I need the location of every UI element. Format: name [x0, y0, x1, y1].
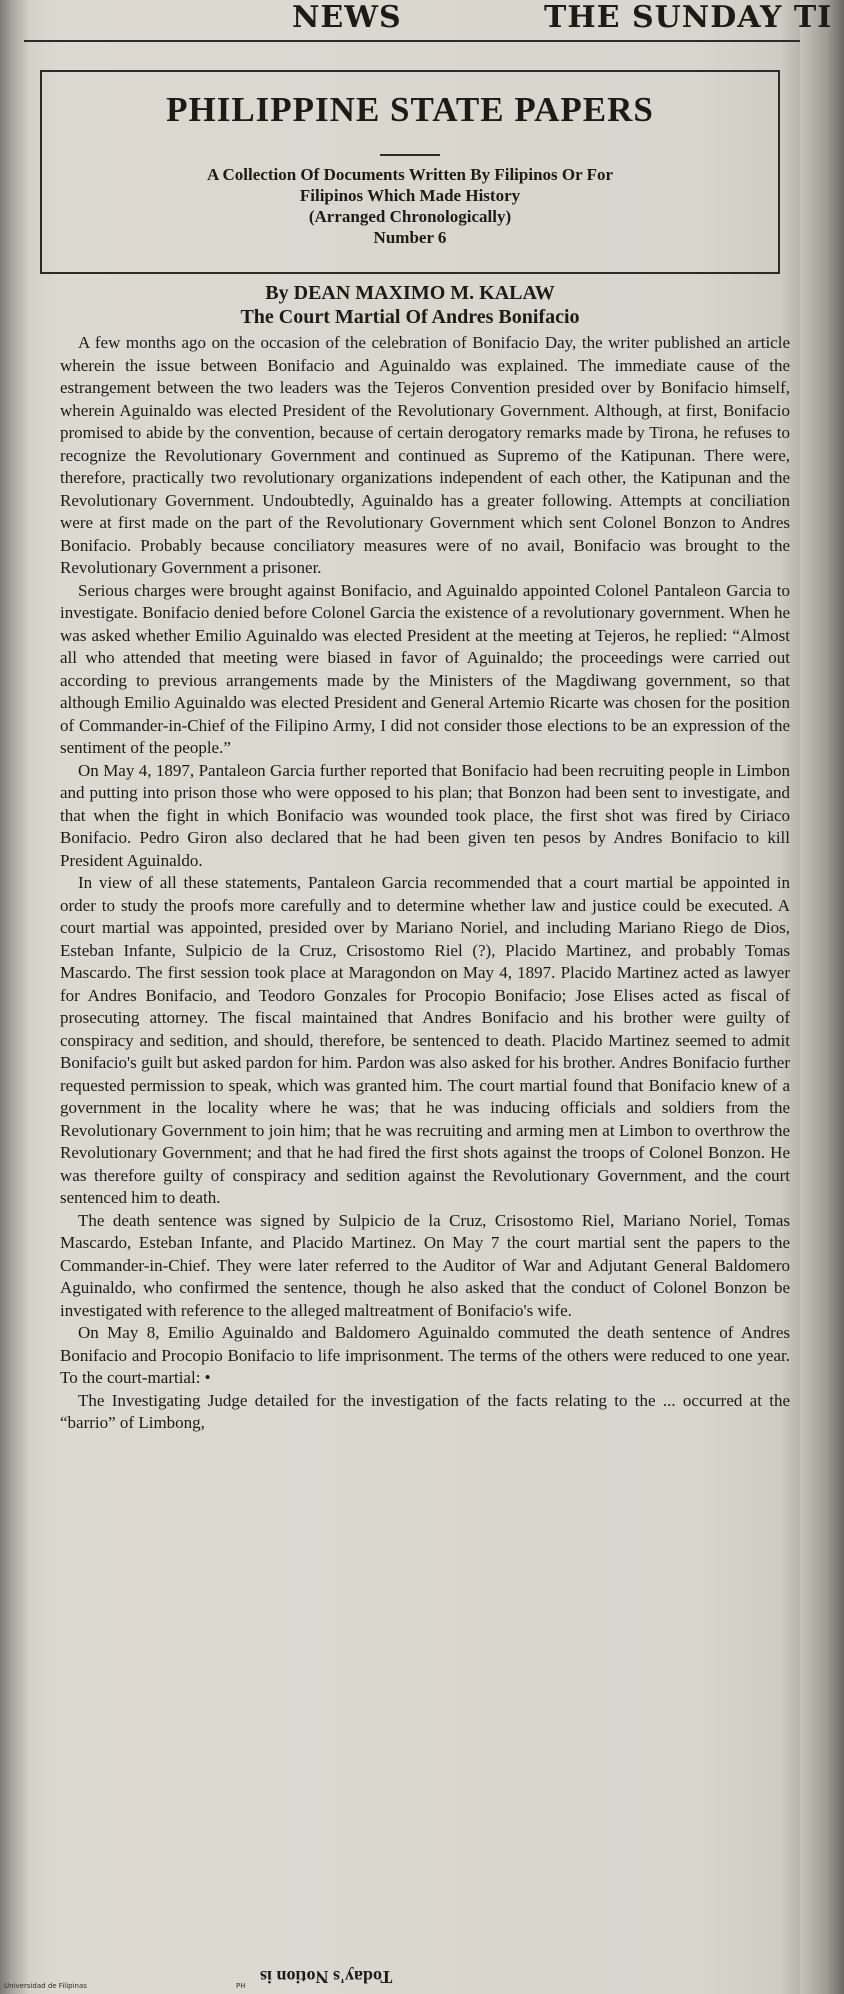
masthead — [24, 0, 833, 42]
title-divider — [380, 154, 440, 156]
author-byline: By DEAN MAXIMO M. KALAW — [265, 282, 555, 304]
subtitle-line-2: Filipinos Which Made History — [299, 186, 521, 205]
subtitle-line-3: (Arranged Chronologically) — [308, 207, 512, 226]
adjacent-column-strip — [800, 0, 844, 1994]
paragraph: In view of all these statements, Pantaleon Garcia recommended that a court martial be appointed in order to study the proofs more carefully and to determine whether law and justice could be executed. A court martial was appointed, presided over by Mariano Noriel, and including Mariano Riego de Dios, Esteban Infante, Sulpicio de la Cruz, Crisostomo Riel (?), Placido Martinez, and probably Tomas Mascardo. The first session took place at Maragondon on May 4, 1897. Placido Martinez acted as lawyer for Andres Bonifacio, and Teodoro Gonzales for Procopio Bonifacio; Jose Elises acted as fiscal of prosecuting attorney. The fiscal maintained that Andres Bonifacio and his brother were guilty of conspiracy and sedition, and should, therefore, be sentenced to death. Placido Martinez seemed to admit Bonifacio's guilt but asked pardon for him. Pardon was also asked for his brother. Andres Bonifacio further requested permission to speak, which was granted him. The court martial found that Bonifacio knew of a government in the locality where he was; that he was inducing officials and soldiers from the Revolutionary Government to join him; that he was recruiting and arming men at Limbon to overthrow the Revolutionary Government; and that he had fired the first shots against the troops of Colonel Bonzon. He was therefore guilty of conspiracy and sedition against the Revolutionary Government, and the court sentenced him to death. — [60, 873, 790, 1207]
series-number: Number 6 — [373, 228, 447, 247]
scan-credit-right: PH — [236, 1982, 246, 1990]
subtitle-line-1: A Collection Of Documents Written By Filipinos Or For — [206, 165, 614, 184]
article-body — [60, 332, 790, 1435]
paragraph: A few months ago on the occasion of the celebration of Bonifacio Day, the writer published an article wherein the issue between Bonifacio and Aguinaldo was explained. The immediate cause of the estrangement between the two leaders was the Tejeros Convention presided over by Bonifacio himself, wherein Aguinaldo was elected President of the Revolutionary Government. Although, at first, Bonifacio promised to abide by the convention, because of certain derogatory remarks made by Tirona, he refuses to recognize the Revolutionary Government and continued as Supremo of the Katipunan. There were, therefore, practically two revolutionary organizations independent of each other, the Katipunan and the Revolutionary Government. Undoubtedly, Aguinaldo has a greater following. Attempts at conciliation were at first made on the part of the Revolutionary Government which sent Colonel Bonzon to Andres Bonifacio. Probably because conciliatory measures were of no avail, Bonifacio was brought to the Revolutionary Government a prisoner. — [60, 333, 790, 577]
scan-credit-left: Universidad de Filipinas — [4, 1982, 87, 1990]
masthead-paper-name: THE SUNDAY TI — [544, 0, 833, 35]
title-box — [40, 70, 780, 274]
paragraph: On May 4, 1897, Pantaleon Garcia further reported that Bonifacio had been recruiting people in Limbon and putting into prison those who were opposed to his plan; that Bonzon had been sent to investigate, and that when the fight in which Bonifacio was wounded took place, the first shot was fired by Ciriaco Bonifacio. Pedro Giron also declared that he had been given ten pesos by Andres Bonifacio to kill President Aguinaldo. — [60, 760, 790, 870]
paragraph: The death sentence was signed by Sulpicio de la Cruz, Crisostomo Riel, Mariano Noriel, Tomas Mascardo, Esteban Infante, and Placido Martinez. On May 7 the court martial sent the papers to the Commander-in-Chief. They were later referred to the Auditor of War and Adjutant General Baldomero Aguinaldo, who confirmed the sentence, though he also asked that the conduct of Colonel Bonzon be investigated with reference to the alleged maltreatment of Bonifacio's wife. — [60, 1210, 790, 1320]
masthead-section-name: NEWS — [292, 0, 402, 35]
paragraph: Serious charges were brought against Bonifacio, and Aguinaldo appointed Colonel Pantaleon Garcia to investigate. Bonifacio denied before Colonel Garcia the existence of a revolutionary government. When he was asked whether Emilio Aguinaldo was elected President at the meeting at Tejeros, he replied: “Almost all who attended that meeting were biased in favor of Aguinaldo; the proceedings were carried out according to previous arrangements made by the Ministers of the Magdiwang government, so that although Emilio Aguinaldo was elected President and General Artemio Ricarte was chosen for the position of Commander-in-Chief of the Filipino Army, I did not consider those elections to be an expression of the sentiment of the people.” — [60, 580, 790, 757]
article-title: The Court Martial Of Andres Bonifacio — [240, 306, 580, 328]
page-title: PHILIPPINE STATE PAPERS — [166, 90, 654, 129]
paragraph: The Investigating Judge detailed for the investigation of the facts relating to the ... occurred at the “barrio” of Limbong, — [60, 1390, 790, 1432]
upside-down-headline: Today's Notion is — [260, 1967, 393, 1987]
paragraph: On May 8, Emilio Aguinaldo and Baldomero Aguinaldo commuted the death sentence of Andres Bonifacio and Procopio Bonifacio to life imprisonment. The terms of the others were reduced to one year. To the court-martial: • — [60, 1323, 790, 1387]
